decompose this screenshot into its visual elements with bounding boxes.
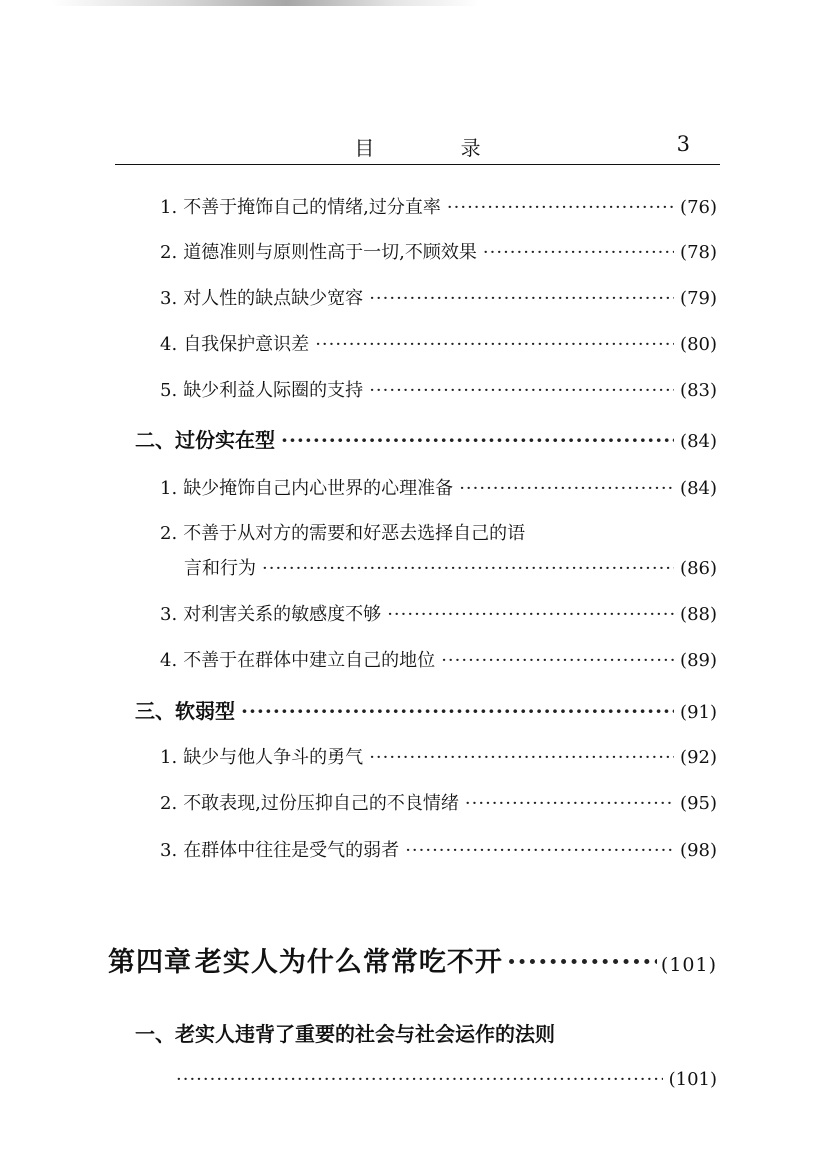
toc-entry-continuation[interactable] <box>184 554 717 580</box>
entry-number: 2. <box>160 242 178 263</box>
header-title: 目 录 <box>354 136 521 160</box>
toc-entry-first-line[interactable] <box>160 519 525 545</box>
entry-number: 4. <box>160 650 178 671</box>
toc-entry[interactable] <box>160 474 717 500</box>
toc-entry[interactable] <box>160 646 717 672</box>
entry-text: 缺少掩饰自己内心世界的心理准备 <box>183 478 454 499</box>
entry-text: 对人性的缺点缺少宽容 <box>183 288 364 309</box>
entry-text: 对利害关系的敏感度不够 <box>183 604 382 625</box>
section-title: 二、过份实在型 <box>135 428 275 452</box>
leader-dots <box>459 478 674 499</box>
leader-dots <box>281 428 674 452</box>
entry-page: (89) <box>680 650 717 671</box>
entry-page: (92) <box>680 747 717 768</box>
entry-number: 3. <box>160 288 178 309</box>
entry-number: 1. <box>160 197 178 218</box>
toc-chapter-section-page-line[interactable] <box>176 1069 717 1090</box>
entry-number: 3. <box>160 604 178 625</box>
leader-dots <box>507 947 657 978</box>
entry-page: (95) <box>680 793 717 814</box>
entry-page: (101) <box>668 1069 717 1090</box>
leader-dots <box>465 793 674 814</box>
entry-page: (98) <box>680 840 717 861</box>
entry-page: (79) <box>680 288 717 309</box>
chapter-title: 老实人为什么常常吃不开 <box>194 947 503 978</box>
section-title: 三、软弱型 <box>135 699 235 723</box>
toc-section-entry[interactable] <box>135 695 717 724</box>
leader-dots <box>262 558 674 579</box>
leader-dots <box>315 334 674 355</box>
toc-entry[interactable] <box>160 743 717 769</box>
entry-text: 自我保护意识差 <box>183 334 310 355</box>
entry-text: 缺少利益人际圈的支持 <box>183 380 364 401</box>
leader-dots <box>441 650 674 671</box>
entry-text: 言和行为 <box>184 558 256 579</box>
chapter-label: 第四章 <box>108 947 192 978</box>
entry-text: 道德准则与原则性高于一切,不顾效果 <box>183 242 477 263</box>
toc-entry[interactable] <box>160 600 717 626</box>
leader-dots <box>405 840 674 861</box>
leader-dots <box>387 604 674 625</box>
entry-number: 1. <box>160 747 178 768</box>
leader-dots <box>369 380 674 401</box>
leader-dots <box>241 699 674 723</box>
leader-dots <box>176 1069 663 1090</box>
toc-chapter-section-title[interactable]: 一、老实人违背了重要的社会与社会运作的法则 <box>135 1022 555 1046</box>
leader-dots <box>369 288 674 309</box>
toc-entry[interactable] <box>160 238 717 264</box>
toc-entry[interactable] <box>160 376 717 402</box>
entry-page: (84) <box>680 431 717 452</box>
entry-text: 缺少与他人争斗的勇气 <box>183 747 364 768</box>
entry-number: 5. <box>160 380 178 401</box>
entry-page: (78) <box>680 242 717 263</box>
entry-text: 不善于从对方的需要和好恶去选择自己的语 <box>183 523 526 544</box>
toc-entry[interactable] <box>160 789 717 815</box>
entry-number: 4. <box>160 334 178 355</box>
entry-number: 2. <box>160 793 178 814</box>
entry-page: (83) <box>680 380 717 401</box>
entry-text: 不善于掩饰自己的情绪,过分直率 <box>183 197 441 218</box>
toc-chapter-entry[interactable] <box>108 940 717 979</box>
entry-page: (84) <box>680 478 717 499</box>
entry-text: 在群体中往往是受气的弱者 <box>183 840 400 861</box>
entry-number: 2. <box>160 523 178 544</box>
entry-text: 不敢表现,过份压抑自己的不良情绪 <box>183 793 459 814</box>
toc-entry[interactable] <box>160 836 717 862</box>
toc-entry[interactable] <box>160 193 717 219</box>
header-page-number: 3 <box>676 132 690 156</box>
toc-entry[interactable] <box>160 284 717 310</box>
entry-page: (80) <box>680 334 717 355</box>
toc-entry[interactable] <box>160 330 717 356</box>
entry-number: 3. <box>160 840 178 861</box>
leader-dots <box>447 197 674 218</box>
leader-dots <box>369 747 674 768</box>
entry-page: (101) <box>660 954 717 976</box>
entry-page: (76) <box>680 197 717 218</box>
toc-section-entry[interactable] <box>135 424 717 453</box>
leader-dots <box>483 242 674 263</box>
entry-page: (88) <box>680 604 717 625</box>
entry-number: 1. <box>160 478 178 499</box>
entry-page: (91) <box>680 702 717 723</box>
entry-page: (86) <box>680 558 717 579</box>
entry-text: 不善于在群体中建立自己的地位 <box>183 650 436 671</box>
